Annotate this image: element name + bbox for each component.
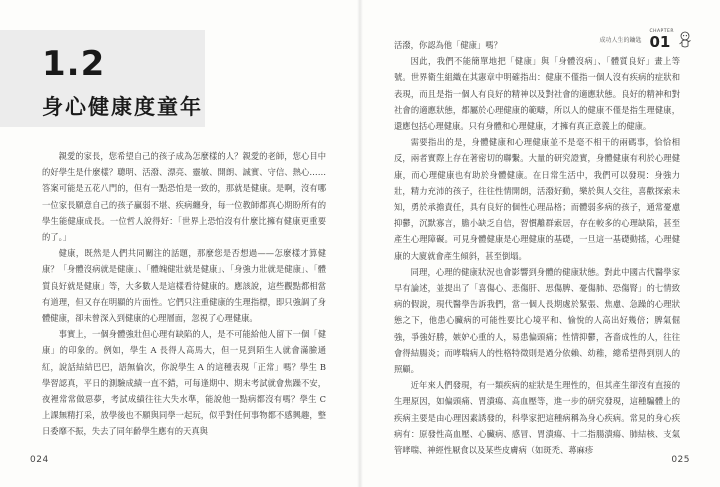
right-body-text: [394, 32, 680, 458]
paragraph: 事實上，一個身體強壯但心理有缺陷的人，是不可能給他人留下一個「健康」的印象的。例如，學生 A 長得人高馬大，但一見到陌生人就會滿臉通紅，說話結結巴巴，語無倫次，你說學生 A 的這種表現「正常」嗎？學生 B 學習認真，平日的測驗成績一直不錯，可每逢期中、期末考試就會焦躁不安，夜裡常常做惡夢，考試成績往往大失水準，能說他一點病都沒有嗎？學生 C 上課無精打采，放學後也不願與同學一起玩，似乎對任何事物都不感興趣，整日委靡不振，失去了同年齡學生應有的天真與: [42, 329, 326, 437]
chapter-number: 01: [649, 32, 671, 51]
paragraph: 健康，既然是人們共同關注的話題，那麼您是否想過——怎麼樣才算健康？「身體沒病就是健康」、「體魄健壯就是健康」、「身強力壯就是健康」、「體質良好就是健康」等，大多數人是這樣看待健康的。應該說，這些觀點都相當有道理，但又存在明顯的片面性。它們只注重健康的生理指標，即只強調了身體健康，卻未曾深入到健康的心理層面，忽視了心理健康。: [42, 248, 326, 324]
paragraph: 因此，我們不能簡單地把「健康」與「身體沒病」、「體質良好」畫上等號。世界衛生組織在其憲章中明確指出：健康不僅指一個人沒有疾病的症狀和表現，而且是指一個人有良好的精神以及對社會的適應狀態。良好的精神和對社會的適應狀態，都屬於心理健康的範疇，所以人的健康不僅是指生理健康，還應包括心理健康。只有身體和心理健康，才擁有真正意義上的健康。: [394, 56, 680, 132]
paragraph: 同理，心理的健康狀況也會影響到身體的健康狀態。對此中國古代醫學家早有論述，並提出了「喜傷心、悲傷肝、思傷脾、憂傷肺、恐傷腎」的七情致病的假說，現代醫學告訴我們，當一個人長期處於緊張、焦慮、急躁的心理狀態之下，他患心臟病的可能性要比心境平和、愉悅的人高出好幾倍；脾氣倔強，爭強好勝，嫉妒心重的人，易患偏頭痛；性情抑鬱，吝嗇成性的人，往往會得結腸炎；而哮喘病人的性格特徵則是過分依賴、幼稚，總希望得到別人的照顧。: [394, 266, 680, 375]
paragraph: 親愛的家長，您希望自己的孩子成為怎麼樣的人？親愛的老師，您心目中的好學生是什麼樣？聰明、活潑、漂亮、靈敏、開朗、誠實、守信、熱心……答案可能是五花八門的，但有一點恐怕是一致的，那就是健康。是啊，沒有哪一位家長願意自己的孩子贏弱不堪、疾病纏身，每一位教師都真心期盼所有的學生能健康成長。一位哲人說得好：「世界上恐怕沒有什麼比擁有健康更重要的了。」: [42, 151, 326, 243]
left-body-text: [42, 148, 326, 440]
paragraph: 需要指出的是，身體健康和心理健康並不是毫不相干的兩碼事，恰恰相反，兩者實際上存在著密切的聯繫。大量的研究證實，身體健康有利於心理健康，而心理健康也有助於身體健康。在日常生活中，我們可以發現：身強力壯，精力充沛的孩子，往往性情開朗，活潑好動，樂於與人交往，喜歡探索未知，勇於承擔責任，具有良好的個性心理品格；而體弱多病的孩子，通常憂慮抑鬱，沉默寡言，膽小缺乏自信，習慣離群索居，存在較多的心理缺陷，甚至產生心理障礙。可見身體健康是心理健康的基礎，一旦這一基礎動搖，心理健康的大廈就會產生傾斜，甚至倒塌。: [394, 137, 680, 261]
page-number-left: 024: [30, 455, 49, 465]
chapter-subtitle: 成功人生的鑰匙: [599, 37, 642, 45]
paragraph: 活潑，你認為他「健康」嗎？: [394, 40, 502, 50]
paragraph: 近年來人們發現，有一類疾病的症狀是生理性的，但其產生卻沒有直接的生理原因，如偏頭痛、胃潰瘍、高血壓等，進一步的研究發現，這種騙體上的疾病主要是由心理因素誘發的，科學家把這種病稱為身心疾病。常見的身心疾病有：原發性高血壓、心臟病、感冒、胃潰瘍、十二指腸潰瘍、肺結核、支氣管哮喘、神經性厭食以及某些皮膚病（如斑禿、蕁麻疹: [394, 380, 680, 456]
mascot-icon: [678, 31, 692, 49]
right-page: [360, 0, 720, 487]
page-number-right: 025: [671, 455, 690, 465]
section-number: 1.2: [42, 44, 106, 84]
section-title: 身心健康度童年: [42, 95, 203, 119]
chapter-word: CHAPTER: [649, 29, 674, 34]
